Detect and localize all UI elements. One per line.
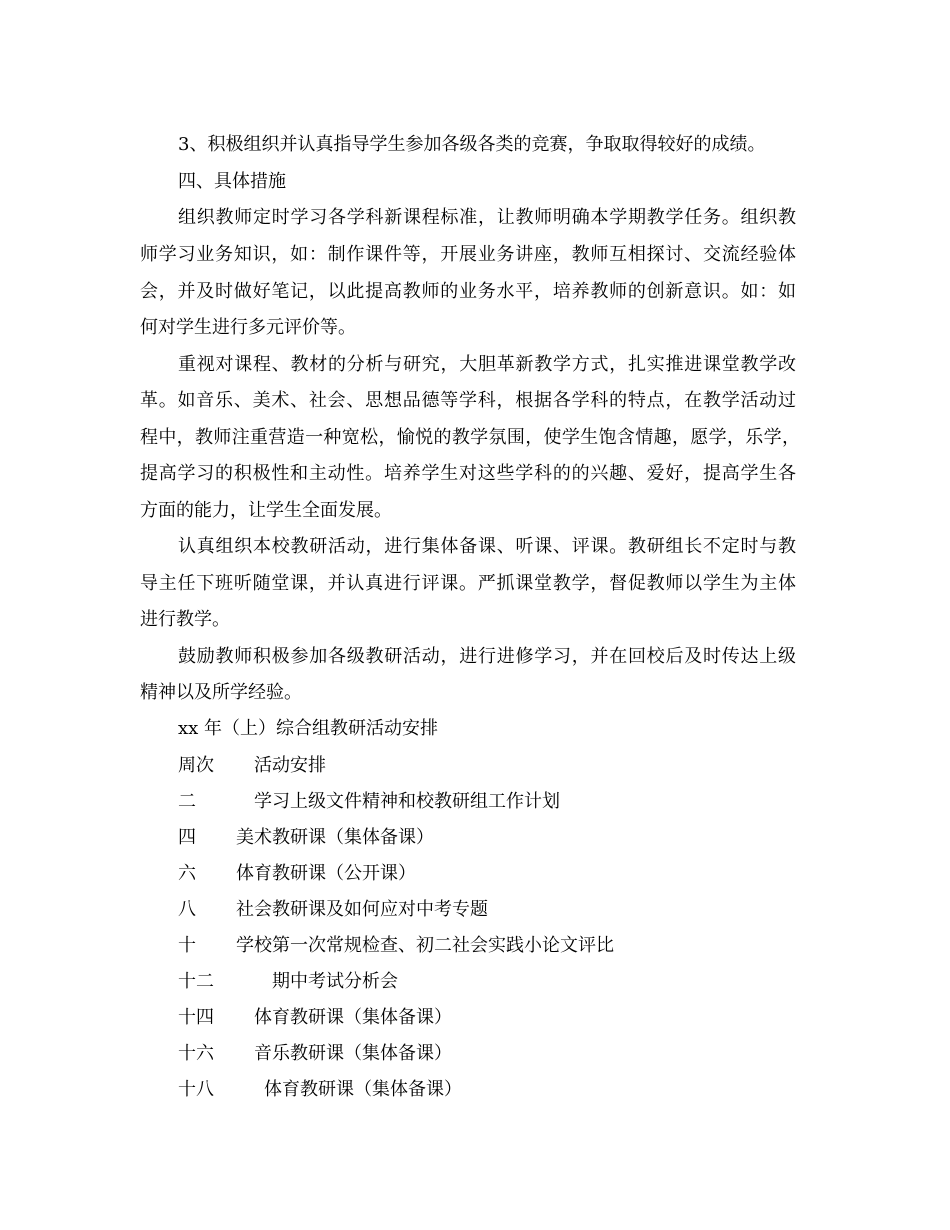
- row-week: 十: [178, 935, 196, 956]
- schedule-title: xx 年（上）综合组教研活动安排: [178, 718, 439, 739]
- row-activity: 体育教研课（公开课）: [236, 863, 416, 884]
- row-week: 十八: [178, 1079, 214, 1100]
- row-week: 十六: [178, 1043, 214, 1064]
- row-activity: 体育教研课（集体备课）: [264, 1079, 462, 1100]
- row-activity: 美术教研课（集体备课）: [236, 827, 434, 848]
- paragraph-2-line-3: 程中，教师注重营造一种宽松，愉悦的教学氛围，使学生饱含情趣，愿学，乐学，: [140, 427, 800, 448]
- paragraph-2-line-5: 方面的能力，让学生全面发展。: [140, 500, 392, 521]
- schedule-row: [178, 934, 614, 958]
- schedule-row: [178, 970, 398, 994]
- row-week: 八: [178, 899, 196, 920]
- header-week: 周次: [178, 755, 214, 776]
- schedule-row: [178, 826, 434, 850]
- schedule-row: [178, 1078, 462, 1102]
- schedule-row: [178, 1006, 452, 1030]
- schedule-row: [178, 1042, 452, 1066]
- row-activity: 社会教研课及如何应对中考专题: [236, 899, 488, 920]
- paragraph-1-line-2: 师学习业务知识，如：制作课件等，开展业务讲座，教师互相探讨、交流经验体: [140, 244, 796, 265]
- paragraph-4-line-1: 鼓励教师积极参加各级教研活动，进行进修学习，并在回校后及时传达上级: [178, 646, 796, 667]
- row-activity: 音乐教研课（集体备课）: [254, 1043, 452, 1064]
- paragraph-1-line-1: 组织教师定时学习各学科新课程标准，让教师明确本学期教学任务。组织教: [178, 207, 796, 228]
- row-activity: 期中考试分析会: [272, 971, 398, 992]
- section-heading: 四、具体措施: [178, 171, 286, 192]
- schedule-row: [178, 898, 488, 922]
- row-week: 十四: [178, 1007, 214, 1028]
- goal-item-3: 3、积极组织并认真指导学生参加各级各类的竞赛，争取取得较好的成绩。: [178, 134, 766, 155]
- paragraph-2-line-2: 革。如音乐、美术、社会、思想品德等学科，根据各学科的特点，在教学活动过: [140, 390, 796, 411]
- paragraph-2-line-4: 提高学习的积极性和主动性。培养学生对这些学科的的兴趣、爱好，提高学生各: [140, 463, 796, 484]
- paragraph-1-line-4: 何对学生进行多元评价等。: [140, 317, 356, 338]
- schedule-header: [178, 754, 326, 778]
- schedule-row: [178, 790, 560, 814]
- row-activity: 学校第一次常规检查、初二社会实践小论文评比: [236, 935, 614, 956]
- row-activity: 体育教研课（集体备课）: [254, 1007, 452, 1028]
- row-activity: 学习上级文件精神和校教研组工作计划: [254, 791, 560, 812]
- paragraph-2-line-1: 重视对课程、教材的分析与研究，大胆革新教学方式，扎实推进课堂教学改: [178, 354, 796, 375]
- schedule-row: [178, 862, 416, 886]
- paragraph-1-line-3: 会，并及时做好笔记，以此提高教师的业务水平，培养教师的创新意识。如：如: [140, 281, 796, 302]
- paragraph-3-line-2: 导主任下班听随堂课，并认真进行评课。严抓课堂教学，督促教师以学生为主体: [140, 573, 796, 594]
- header-activity: 活动安排: [254, 755, 326, 776]
- row-week: 六: [178, 863, 196, 884]
- row-week: 二: [178, 791, 196, 812]
- row-week: 十二: [178, 971, 214, 992]
- paragraph-3-line-3: 进行教学。: [140, 609, 230, 630]
- row-week: 四: [178, 827, 196, 848]
- paragraph-4-line-2: 精神以及所学经验。: [140, 682, 302, 703]
- paragraph-3-line-1: 认真组织本校教研活动，进行集体备课、听课、评课。教研组长不定时与教: [178, 536, 796, 557]
